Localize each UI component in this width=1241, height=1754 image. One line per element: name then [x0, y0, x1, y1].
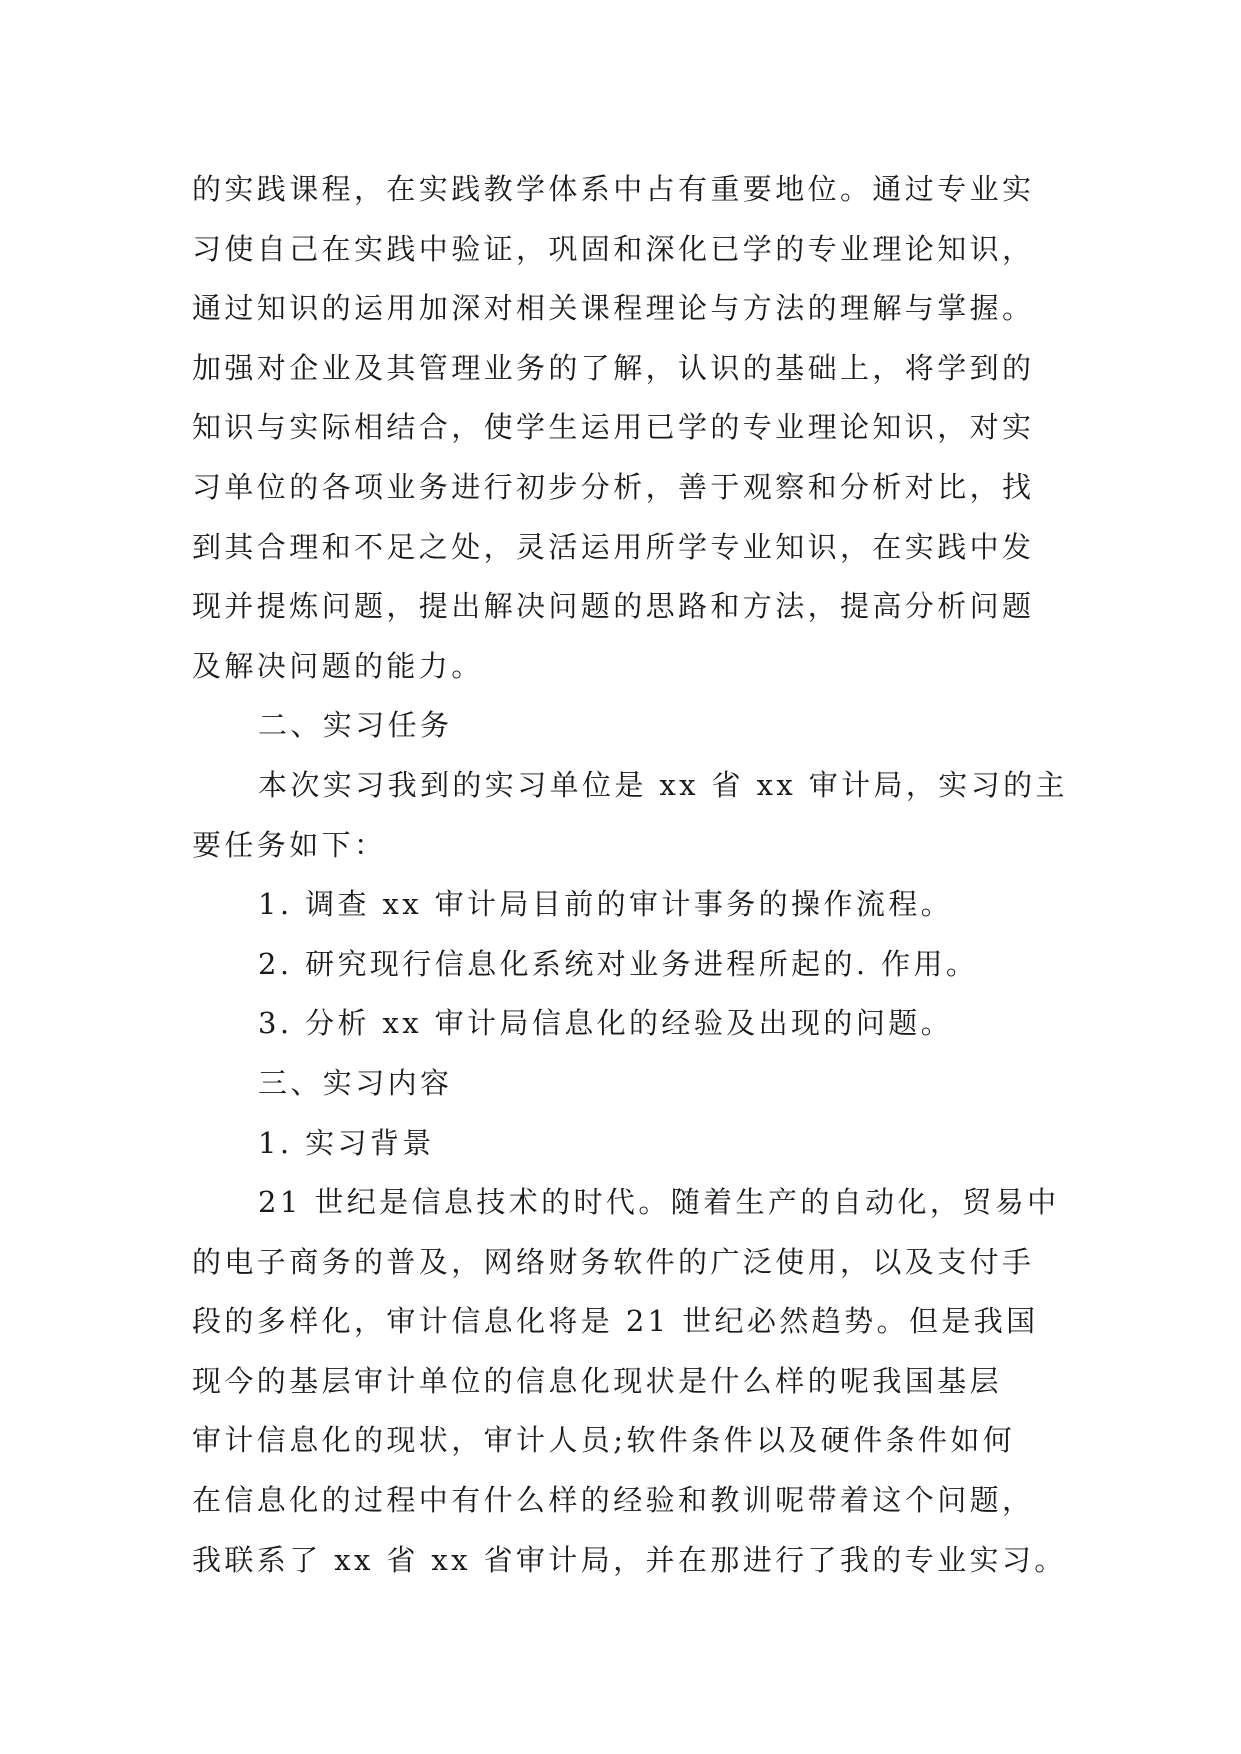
- section-heading: 三、实习内容: [258, 1065, 453, 1100]
- text-line: 21 世纪是信息技术的时代。随着生产的自动化，贸易中: [258, 1185, 1060, 1220]
- text-line: 知识与实际相结合，使学生运用已学的专业理论知识，对实: [192, 410, 1035, 445]
- text-line: 现今的基层审计单位的信息化现状是什么样的呢我国基层: [192, 1363, 1003, 1398]
- text-line: 的电子商务的普及，网络财务软件的广泛使用，以及支付手: [192, 1244, 1035, 1279]
- subsection-heading: 1. 实习背景: [258, 1125, 435, 1160]
- text-line: 现并提炼问题，提出解决问题的思路和方法，提高分析问题: [192, 589, 1035, 624]
- text-line: 的实践课程，在实践教学体系中占有重要地位。通过专业实: [192, 172, 1035, 206]
- text-line: 本次实习我到的实习单位是 xx 省 xx 审计局，实习的主: [258, 767, 1068, 802]
- text-line: 习使自己在实践中验证，巩固和深化已学的专业理论知识，: [192, 231, 1035, 266]
- text-line: 要任务如下：: [192, 827, 387, 862]
- text-line: 段的多样化，审计信息化将是 21 世纪必然趋势。但是我国: [192, 1304, 1039, 1339]
- list-item: 3. 分析 xx 审计局信息化的经验及出现的问题。: [258, 1006, 954, 1041]
- text-line: 通过知识的运用加深对相关课程理论与方法的理解与掌握。: [192, 291, 1035, 326]
- text-line: 加强对企业及其管理业务的了解，认识的基础上，将学到的: [192, 350, 1035, 385]
- text-line: 我联系了 xx 省 xx 省审计局，并在那进行了我的专业实习。: [192, 1542, 1067, 1577]
- text-line: 审计信息化的现状，审计人员;软件条件以及硬件条件如何: [192, 1423, 1016, 1458]
- text-line: 习单位的各项业务进行初步分析，善于观察和分析对比，找: [192, 469, 1035, 504]
- list-item: 1. 调查 xx 审计局目前的审计事务的操作流程。: [258, 887, 954, 922]
- text-line: 到其合理和不足之处，灵活运用所学专业知识，在实践中发: [192, 529, 1035, 564]
- text-line: 及解决问题的能力。: [192, 648, 484, 683]
- section-heading: 二、实习任务: [258, 708, 453, 743]
- document-body: [192, 160, 1072, 1590]
- list-item: 2. 研究现行信息化系统对业务进程所起的. 作用。: [258, 946, 979, 981]
- text-line: 在信息化的过程中有什么样的经验和教训呢带着这个问题，: [192, 1483, 1035, 1518]
